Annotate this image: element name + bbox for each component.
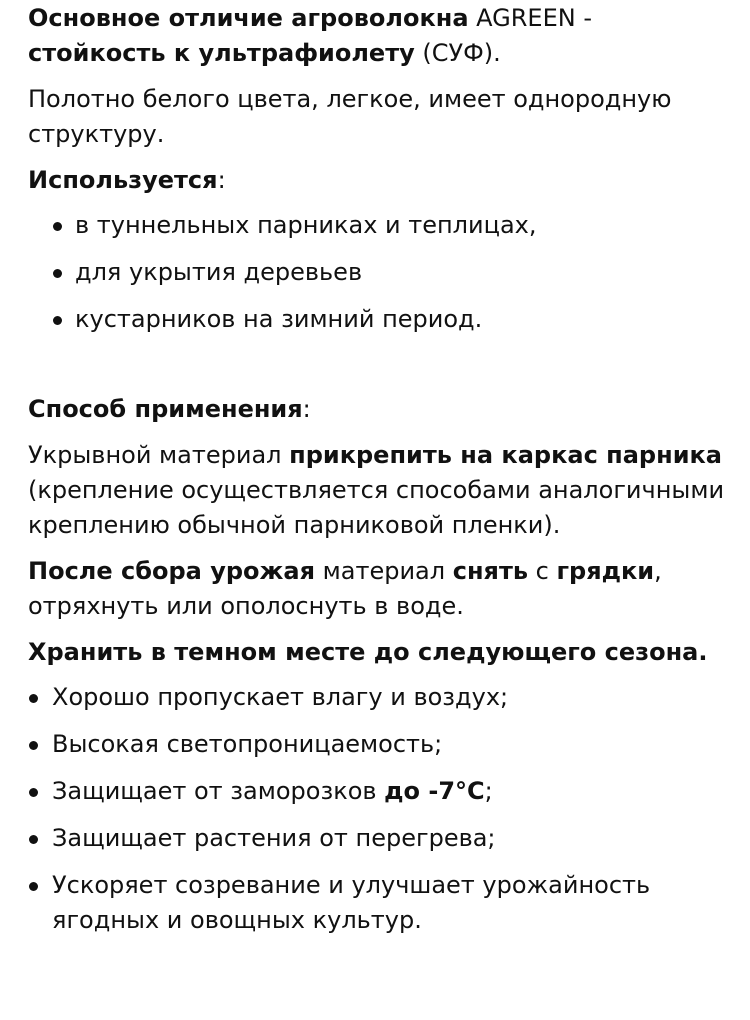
method-label: Способ применения xyxy=(28,395,303,423)
method-bold: прикрепить на каркас парника xyxy=(289,441,722,469)
intro-uv-abbr: (СУФ). xyxy=(414,39,501,67)
storage-paragraph xyxy=(28,635,726,670)
harvest-remove-bold: снять xyxy=(452,557,529,585)
usage-heading xyxy=(28,163,726,198)
list-item: Защищает растения от перегрева; xyxy=(52,821,726,856)
harvest-rest: , отряхнуть или ополоснуть в воде. xyxy=(28,557,662,620)
method-colon: : xyxy=(302,395,311,423)
list-item: кустарников на зимний период. xyxy=(75,302,726,337)
features-list xyxy=(28,680,726,938)
harvest-bold: После сбора урожая xyxy=(28,557,316,585)
usage-list xyxy=(28,208,726,337)
feature-frost-bold: до -7°C xyxy=(384,777,485,805)
method-paragraph xyxy=(28,438,726,543)
harvest-text: материал xyxy=(315,557,453,585)
storage-bold: Хранить в темном месте до следующего сезона. xyxy=(28,638,708,666)
intro-paragraph xyxy=(28,0,726,71)
list-item xyxy=(52,774,726,809)
feature-frost-end: ; xyxy=(484,777,493,805)
list-item: в туннельных парниках и теплицах, xyxy=(75,208,726,243)
method-heading xyxy=(28,392,726,427)
intro-brand: AGREEN - xyxy=(468,4,592,32)
method-text: Укрывной материал xyxy=(28,441,290,469)
intro-bold: Основное отличие агроволокна xyxy=(28,4,469,32)
feature-frost-text: Защищает от заморозков xyxy=(52,777,385,805)
list-item: Высокая светопроницаемость; xyxy=(52,727,726,762)
method-note: (крепление осуществляется способами аналогичными креплению обычной парниковой пленки). xyxy=(28,476,725,539)
list-item: Ускоряет созревание и улучшает урожайность ягодных и овощных культур. xyxy=(52,868,726,938)
usage-label: Используется xyxy=(28,166,218,194)
description-paragraph: Полотно белого цвета, легкое, имеет однородную структуру. xyxy=(28,85,672,148)
harvest-bed-bold: грядки xyxy=(556,557,655,585)
harvest-preposition: с xyxy=(528,557,557,585)
usage-colon: : xyxy=(217,166,226,194)
list-item: для укрытия деревьев xyxy=(75,255,726,290)
intro-uv-bold: стойкость к ультрафиолету xyxy=(28,39,415,67)
list-item: Хорошо пропускает влагу и воздух; xyxy=(52,680,726,715)
harvest-paragraph xyxy=(28,554,726,624)
